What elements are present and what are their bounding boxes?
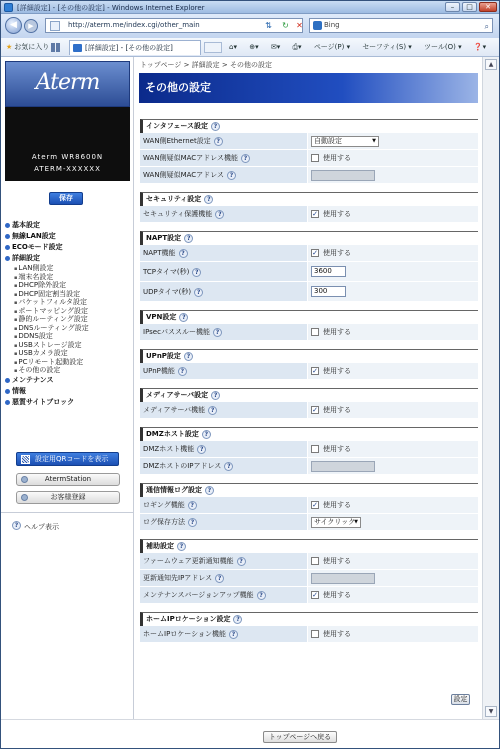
help-icon[interactable]: ? bbox=[233, 615, 242, 624]
help-link[interactable] bbox=[12, 522, 59, 532]
bing-icon bbox=[313, 21, 322, 30]
sidebar-sub-ddns[interactable]: ▪ DDNS設定 bbox=[5, 332, 131, 341]
section-header bbox=[140, 427, 478, 441]
mail-icon[interactable]: ✉▾ bbox=[270, 43, 281, 51]
back-button[interactable]: ◀ bbox=[5, 17, 22, 34]
url-text: http://aterm.me/index.cgi/other_main bbox=[68, 21, 200, 29]
help-icon[interactable]: ? bbox=[205, 486, 214, 495]
bullet-icon bbox=[5, 223, 10, 228]
dmz-ip-input bbox=[311, 461, 375, 472]
settings-form bbox=[140, 119, 478, 651]
ie-icon bbox=[4, 3, 13, 12]
tab-page-icon bbox=[73, 44, 82, 52]
help-icon[interactable]: ? bbox=[194, 288, 203, 297]
sidebar-item-eco[interactable] bbox=[5, 242, 131, 253]
field-label: ホームIPロケーション機能 ? bbox=[140, 626, 307, 642]
bullet-icon bbox=[5, 389, 10, 394]
refresh-icon[interactable]: ↻ bbox=[282, 21, 289, 30]
row-fw-notify bbox=[140, 553, 478, 570]
bottom-bar bbox=[1, 719, 499, 748]
udp-timer-input[interactable]: 300 bbox=[311, 286, 346, 297]
sidebar-divider bbox=[1, 512, 134, 513]
row-wan-mac-function bbox=[140, 150, 478, 167]
section-title: VPN設定 bbox=[146, 313, 177, 321]
maximize-button[interactable]: □ bbox=[462, 2, 477, 12]
field-label: NAPT機能 ? bbox=[140, 245, 307, 261]
field-label: セキュリティ保護機能 ? bbox=[140, 206, 307, 222]
napt-checkbox[interactable]: ✓ bbox=[312, 249, 318, 257]
help-icon[interactable]: ? bbox=[214, 137, 223, 146]
upnp-checkbox[interactable]: ✓ bbox=[312, 367, 318, 375]
section-title: 通信情報ログ設定 bbox=[146, 486, 202, 494]
checkbox-label: 使用する bbox=[323, 328, 351, 336]
sidebar-item-basic[interactable] bbox=[5, 220, 131, 231]
customer-registration-button[interactable] bbox=[16, 491, 120, 504]
sidebar-menu bbox=[5, 220, 131, 408]
help-icon[interactable]: ? bbox=[211, 122, 220, 131]
command-bar bbox=[229, 42, 496, 52]
sidebar-item-label: 無線LAN設定 bbox=[12, 232, 56, 240]
help-icon[interactable]: ? bbox=[188, 501, 197, 510]
help-icon[interactable]: ? bbox=[211, 391, 220, 400]
favorites-bar bbox=[1, 38, 499, 57]
bullet-icon bbox=[5, 234, 10, 239]
scroll-down-icon[interactable]: ▼ bbox=[485, 706, 497, 717]
row-dmz-ip bbox=[140, 458, 478, 475]
field-label: ログ保存方法 ? bbox=[140, 514, 307, 530]
sidebar bbox=[1, 57, 134, 719]
star-icon: ★ bbox=[6, 43, 13, 51]
sidebar-item-label: 詳細設定 bbox=[12, 254, 40, 262]
security-protect-checkbox[interactable]: ✓ bbox=[312, 210, 318, 218]
section-upnp bbox=[140, 349, 478, 380]
section-title: UPnP設定 bbox=[146, 352, 181, 360]
help-icon[interactable]: ? bbox=[241, 154, 250, 163]
field-label: 更新通知先IPアドレス ? bbox=[140, 570, 307, 586]
section-header bbox=[140, 388, 478, 402]
checkbox-label: 使用する bbox=[323, 630, 351, 638]
sidebar-item-label: ECOモード設定 bbox=[12, 243, 63, 251]
qr-button-label: 設定用QRコードを表示 bbox=[35, 455, 109, 463]
row-udp-timer bbox=[140, 282, 478, 302]
customer-registration-label: お客様登録 bbox=[50, 493, 86, 501]
help-icon[interactable]: ? bbox=[197, 445, 206, 454]
sidebar-sub-static-routing[interactable]: ▪ 静的ルーティング設定 bbox=[5, 315, 131, 324]
field-label: UDPタイマ(秒) ? bbox=[140, 282, 307, 301]
bullet-icon bbox=[5, 400, 10, 405]
sidebar-sub-packet-filter[interactable]: ▪ パケットフィルタ設定 bbox=[5, 298, 131, 307]
section-home-ip bbox=[140, 612, 478, 643]
model-id: ATERM-XXXXXX bbox=[34, 165, 101, 173]
help-icon[interactable]: ? bbox=[215, 210, 224, 219]
help-icon[interactable]: ? bbox=[192, 268, 201, 277]
qr-code-button[interactable] bbox=[16, 452, 119, 466]
field-label: ファームウェア更新通知機能 ? bbox=[140, 553, 307, 569]
media-server-checkbox[interactable]: ✓ bbox=[312, 406, 318, 414]
dropdown-arrow-icon: ▼ bbox=[372, 138, 376, 144]
section-header bbox=[140, 612, 478, 626]
scroll-up-icon[interactable]: ▲ bbox=[485, 59, 497, 70]
print-icon[interactable]: ⎙▾ bbox=[292, 43, 302, 51]
field-label: WAN側Ethernet設定 ? bbox=[140, 133, 307, 149]
row-wan-mac-address bbox=[140, 167, 478, 184]
checkbox-label: 使用する bbox=[323, 557, 351, 565]
main-content bbox=[135, 57, 482, 719]
apply-settings-button[interactable]: 設定 bbox=[451, 694, 470, 705]
favorites-label: お気に入り bbox=[14, 43, 50, 51]
home-ip-checkbox[interactable] bbox=[311, 630, 319, 638]
help-icon[interactable]: ? bbox=[202, 430, 211, 439]
field-label: DMZホストのIPアドレス ? bbox=[140, 458, 307, 474]
row-dmz-function bbox=[140, 441, 478, 458]
sidebar-sub-lan[interactable]: ▪ LAN側設定 bbox=[5, 264, 131, 273]
search-icon[interactable]: ⌕ bbox=[484, 22, 489, 31]
help-label: ヘルプ表示 bbox=[24, 523, 59, 531]
help-icon[interactable]: ? bbox=[179, 313, 188, 322]
browser-tab[interactable] bbox=[69, 40, 201, 55]
field-label: メディアサーバ機能 ? bbox=[140, 402, 307, 418]
vertical-scrollbar[interactable] bbox=[482, 57, 499, 719]
sidebar-item-maintenance[interactable] bbox=[5, 375, 131, 386]
log-save-select[interactable]: サイクリック ▼ bbox=[311, 517, 361, 528]
section-napt bbox=[140, 231, 478, 302]
checkbox-label: 使用する bbox=[323, 591, 351, 599]
sidebar-sub-dns-routing[interactable]: ▪ DNSルーティング設定 bbox=[5, 324, 131, 333]
section-header bbox=[140, 119, 478, 133]
sidebar-item-wireless[interactable] bbox=[5, 231, 131, 242]
title-bar bbox=[1, 1, 499, 14]
row-tcp-timer bbox=[140, 262, 478, 282]
sidebar-sub-port-mapping[interactable]: ▪ ポートマッピング設定 bbox=[5, 307, 131, 316]
section-title: メディアサーバ設定 bbox=[146, 391, 209, 399]
section-header bbox=[140, 231, 478, 245]
help-icon: ? bbox=[12, 521, 21, 530]
field-label: WAN側疑似MACアドレス ? bbox=[140, 167, 307, 183]
wan-mac-address-input bbox=[311, 170, 375, 181]
help-icon[interactable]: ? bbox=[204, 195, 213, 204]
sidebar-item-blocking[interactable] bbox=[5, 397, 131, 408]
stop-icon[interactable]: ✕ bbox=[296, 21, 303, 30]
field-label: DMZホスト機能 ? bbox=[140, 441, 307, 457]
model-name: Aterm WR8600N bbox=[31, 153, 104, 161]
ipsec-checkbox[interactable] bbox=[311, 328, 319, 336]
help-icon[interactable]: ? bbox=[215, 574, 224, 583]
sidebar-sub-usb-camera[interactable]: ▪ USBカメラ設定 bbox=[5, 349, 131, 358]
help-icon[interactable]: ? bbox=[179, 249, 188, 258]
help-icon[interactable]: ? bbox=[177, 542, 186, 551]
safety-menu[interactable]: セーフティ(S) ▾ bbox=[362, 43, 412, 51]
bullet-icon bbox=[5, 256, 10, 261]
section-interface bbox=[140, 119, 478, 184]
tab-grid-icon[interactable] bbox=[51, 43, 61, 52]
checkbox-label: 使用する bbox=[323, 210, 351, 218]
sidebar-sub-device-name[interactable]: ▪ 端末名設定 bbox=[5, 273, 131, 282]
dmz-checkbox[interactable] bbox=[311, 445, 319, 453]
bullet-icon bbox=[5, 245, 10, 250]
fw-notify-checkbox[interactable] bbox=[311, 557, 319, 565]
dropdown-arrow-icon: ▼ bbox=[354, 519, 358, 525]
checkbox-label: 使用する bbox=[323, 445, 351, 453]
wan-mac-checkbox[interactable] bbox=[311, 154, 319, 162]
help-icon[interactable]: ? bbox=[184, 352, 193, 361]
section-title: 補助設定 bbox=[146, 542, 174, 550]
help-icon[interactable]: ? bbox=[213, 328, 222, 337]
page-title: その他の設定 bbox=[139, 73, 478, 103]
globe-icon bbox=[21, 476, 28, 483]
section-title: インタフェース設定 bbox=[146, 122, 209, 130]
maintenance-update-checkbox[interactable]: ✓ bbox=[312, 591, 318, 599]
row-log-save-method bbox=[140, 514, 478, 531]
sidebar-item-detail[interactable] bbox=[5, 253, 131, 264]
tcp-timer-input[interactable]: 3600 bbox=[311, 266, 346, 277]
sidebar-sub-pc-remote[interactable]: ▪ PCリモート起動設定 bbox=[5, 358, 131, 367]
sidebar-item-label: 悪質サイトブロック bbox=[12, 397, 75, 406]
section-title: NAPT設定 bbox=[146, 234, 182, 242]
field-label: メンテナンスバージョンアップ機能 ? bbox=[140, 587, 307, 603]
dropdown-arrows-icon[interactable]: ⇅ bbox=[265, 21, 272, 30]
breadcrumb: トップページ > 詳細設定 > その他の設定 bbox=[140, 61, 273, 69]
row-napt-function bbox=[140, 245, 478, 262]
help-icon[interactable]: ? bbox=[237, 557, 246, 566]
bullet-icon bbox=[5, 378, 10, 383]
sidebar-sub-dhcp-fixed[interactable]: ▪ DHCP固定割当設定 bbox=[5, 290, 131, 299]
checkbox-label: 使用する bbox=[323, 501, 351, 509]
logging-checkbox[interactable]: ✓ bbox=[312, 501, 318, 509]
section-dmz bbox=[140, 427, 478, 475]
section-title: セキュリティ設定 bbox=[146, 195, 202, 203]
checkbox-label: 使用する bbox=[323, 249, 351, 257]
aterm-station-label: AtermStation bbox=[44, 475, 92, 483]
checkbox-label: 使用する bbox=[323, 154, 351, 162]
help-icon[interactable]: ? bbox=[188, 518, 197, 527]
search-placeholder: Bing bbox=[324, 21, 340, 29]
row-media-server bbox=[140, 402, 478, 419]
row-security-protect bbox=[140, 206, 478, 223]
field-label: WAN側疑似MACアドレス機能 ? bbox=[140, 150, 307, 166]
section-title: DMZホスト設定 bbox=[146, 430, 199, 438]
section-header bbox=[140, 349, 478, 363]
help-icon[interactable]: ? bbox=[229, 630, 238, 639]
row-home-ip bbox=[140, 626, 478, 643]
sidebar-sub-dhcp-exclude[interactable]: ▪ DHCP除外設定 bbox=[5, 281, 131, 290]
window-title: [詳細設定] - [その他の設定] - Windows Internet Explorer bbox=[17, 4, 205, 12]
section-media-server bbox=[140, 388, 478, 419]
sidebar-item-info[interactable] bbox=[5, 386, 131, 397]
section-header bbox=[140, 192, 478, 206]
help-icon[interactable]: ? bbox=[257, 591, 266, 600]
field-label: TCPタイマ(秒) ? bbox=[140, 262, 307, 281]
notify-ip-input bbox=[311, 573, 375, 584]
section-title: ホームIPロケーション設定 bbox=[146, 615, 231, 623]
forward-button[interactable]: ▶ bbox=[24, 19, 38, 33]
globe-icon bbox=[21, 494, 28, 501]
row-ipsec bbox=[140, 324, 478, 341]
help-icon[interactable]: ? bbox=[227, 171, 236, 180]
back-to-top-button[interactable]: トップページへ戻る bbox=[263, 731, 337, 743]
page-icon bbox=[50, 21, 60, 31]
section-header bbox=[140, 539, 478, 553]
section-vpn bbox=[140, 310, 478, 341]
feeds-icon[interactable]: ⊕▾ bbox=[249, 43, 259, 51]
favorites-button[interactable] bbox=[6, 42, 49, 52]
qr-icon bbox=[21, 455, 30, 464]
checkbox-label: 使用する bbox=[323, 406, 351, 414]
row-upnp bbox=[140, 363, 478, 380]
section-header bbox=[140, 310, 478, 324]
section-aux bbox=[140, 539, 478, 604]
row-wan-ethernet bbox=[140, 133, 478, 150]
model-panel bbox=[5, 107, 130, 181]
help-icon[interactable]: ? bbox=[178, 367, 187, 376]
field-label: ロギング機能 ? bbox=[140, 497, 307, 513]
checkbox-label: 使用する bbox=[323, 367, 351, 375]
sidebar-sub-usb-storage[interactable]: ▪ USBストレージ設定 bbox=[5, 341, 131, 350]
field-label: IPsecパススルー機能 ? bbox=[140, 324, 307, 340]
save-button[interactable]: 保存 bbox=[49, 192, 83, 205]
sidebar-item-label: 情報 bbox=[12, 386, 26, 395]
section-security bbox=[140, 192, 478, 223]
help-menu[interactable]: ❓▾ bbox=[473, 43, 487, 51]
minimize-button[interactable]: – bbox=[445, 2, 460, 12]
wan-ethernet-select[interactable]: 自動設定 ▼ bbox=[311, 136, 379, 147]
tools-menu[interactable]: ツール(O) ▾ bbox=[424, 43, 462, 51]
tab-title: [詳細設定] - [その他の設定] bbox=[85, 44, 173, 52]
section-header bbox=[140, 483, 478, 497]
help-icon[interactable]: ? bbox=[224, 462, 233, 471]
sidebar-item-label: 基本設定 bbox=[12, 221, 40, 229]
row-maintenance-update bbox=[140, 587, 478, 604]
new-tab-button[interactable] bbox=[204, 42, 222, 53]
address-bar-area bbox=[1, 14, 499, 38]
aterm-station-button[interactable] bbox=[16, 473, 120, 486]
help-icon[interactable]: ? bbox=[184, 234, 193, 243]
sidebar-sub-other[interactable]: ▪ その他の設定 bbox=[5, 366, 131, 375]
row-notify-ip bbox=[140, 570, 478, 587]
close-window-button[interactable]: ✕ bbox=[479, 2, 497, 12]
row-logging bbox=[140, 497, 478, 514]
page-menu[interactable]: ページ(P) ▾ bbox=[313, 43, 351, 51]
sidebar-item-label: メンテナンス bbox=[12, 375, 54, 384]
search-input[interactable] bbox=[309, 18, 493, 33]
help-icon[interactable]: ? bbox=[208, 406, 217, 415]
home-icon[interactable]: ⌂▾ bbox=[229, 43, 237, 51]
field-label: UPnP機能 ? bbox=[140, 363, 307, 379]
section-log bbox=[140, 483, 478, 531]
aterm-logo: Aterm bbox=[5, 61, 130, 107]
